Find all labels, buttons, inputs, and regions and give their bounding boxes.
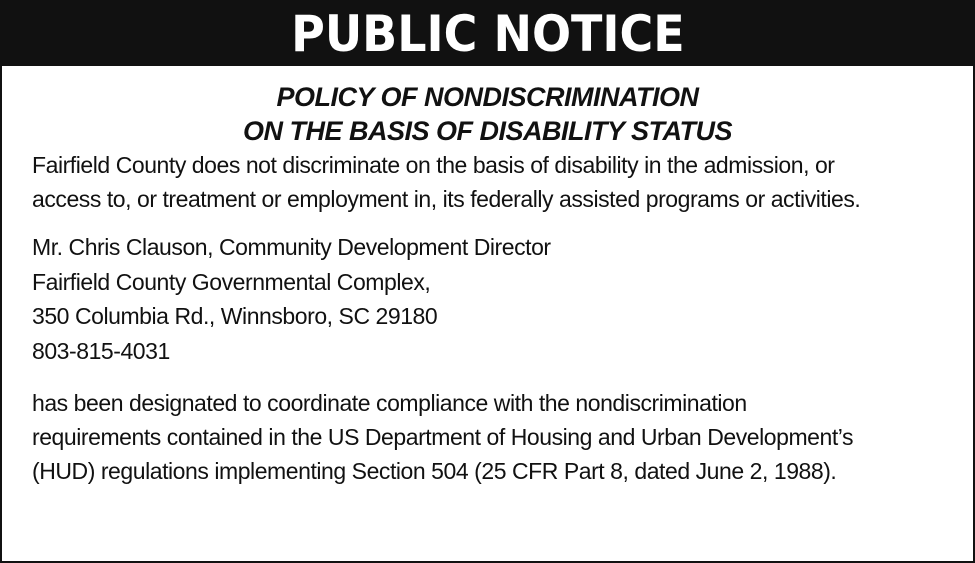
compliance-line-1: has been designated to coordinate compliance with the nondiscrimination xyxy=(32,390,747,416)
notice-body xyxy=(2,66,973,488)
contact-block xyxy=(32,230,943,368)
contact-phone: 803-815-4031 xyxy=(32,337,170,364)
compliance-line-3: (HUD) regulations implementing Section 504 (25 CFR Part 8, dated June 2, 1988). xyxy=(32,458,837,484)
contact-organization: Fairfield County Governmental Complex, xyxy=(32,268,431,295)
subtitle-line-2: ON THE BASIS OF DISABILITY STATUS xyxy=(242,116,733,146)
policy-line-1: Fairfield County does not discriminate on the basis of disability in the admission, or xyxy=(32,152,835,178)
subtitle-line-1: POLICY OF NONDISCRIMINATION xyxy=(276,82,699,112)
banner-title: PUBLIC NOTICE xyxy=(290,5,685,63)
policy-line-2: access to, or treatment or employment in, its federally assisted programs or activities. xyxy=(32,186,861,212)
policy-paragraph xyxy=(32,148,943,216)
notice-banner xyxy=(2,2,973,66)
compliance-paragraph xyxy=(32,386,943,488)
contact-address: 350 Columbia Rd., Winnsboro, SC 29180 xyxy=(32,303,438,329)
contact-name-title: Mr. Chris Clauson, Community Development Director xyxy=(32,234,551,260)
compliance-line-2: requirements contained in the US Department of Housing and Urban Development’s xyxy=(32,424,854,450)
notice-subtitle xyxy=(32,80,943,148)
